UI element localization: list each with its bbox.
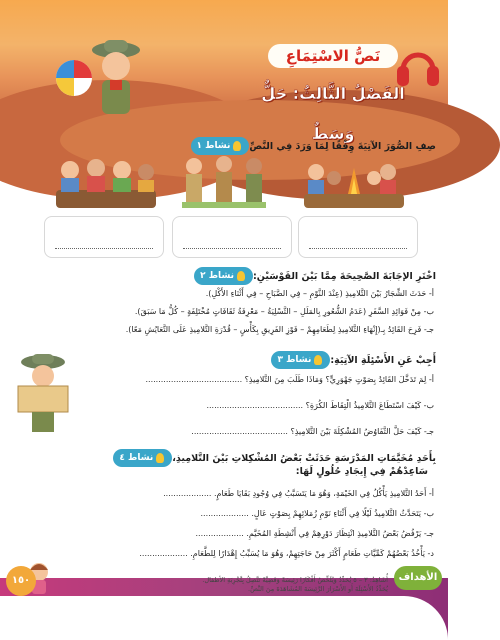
activity-2-title: اخْتَرِ الإجَابَةَ الصَّحِيحَةَ مِمَّا بَيْنَ القَوْسَيْنِ: bbox=[252, 270, 436, 282]
answer-box-1[interactable] bbox=[44, 216, 164, 258]
activity-4-item-c[interactable]: جـ- يَرْفُضُ بَعْضُ التَّلامِيذِ انْتِظَارَ دَوْرِهِمْ فِي أَنْشِطَةِ المُخَيَّمِ. ................... bbox=[195, 529, 434, 538]
activity-3-badge: نشاط ٣ bbox=[271, 351, 330, 369]
scout-boy-illustration bbox=[86, 36, 146, 128]
dotted-line bbox=[309, 248, 407, 249]
activity-4-title: بِأَحَدِ مُخَيَّمَاتِ المَدْرَسَةِ حَدَثَتْ بَعْضُ المُشْكِلاتِ بَيْنَ التَّلامِيذِ، bbox=[172, 452, 436, 464]
chapter-title: الفَصْلُ الثَّالِثُ: حَلٌّ وَسَطٌ bbox=[261, 84, 405, 143]
bulb-icon bbox=[233, 141, 241, 151]
activity-4-badge: نشاط ٤ bbox=[113, 449, 172, 467]
activity-4-item-b[interactable]: ب- يَتَحَدَّثُ التَّلامِيذُ لَيْلًا فِي أَثْنَاءِ نَوْمِ زُمَلائِهِمْ بِصَوْتٍ عَالٍ. ................... bbox=[200, 509, 434, 518]
note-line-1: أُشَاهِدُ: ٣ – ٥ يُحَدِّدُ وَيُلَخِّصُ أَفْكَارًا رَئِيسَةً وَقَضِيَّةً تَتَّصِلُ بِتَّجْرِبَةِ الأطفال. bbox=[202, 576, 388, 584]
answer-box-3[interactable] bbox=[298, 216, 418, 258]
activity-3-question-b[interactable]: ب- كَيْفَ اسْتَطَاعَ التَّلامِيذُ الْتِقَاطَ الكُرَةِ؟ ...................................... bbox=[206, 401, 434, 410]
activity-2-question-b[interactable]: ب- مِنْ فَوَائِدِ السَّفَرِ (عَدَمُ الشُّعُورِ بِالمَلَلِ – التَّسْلِيَةُ – مَعْرِفَةُ ثَقَافَاتٍ مُخْتَلِفَةٍ – كُلُّ مَا سَبَقَ). bbox=[134, 307, 434, 316]
activity-4-title-line2: سَاعِدْهُمْ فِي إِيجَادِ حُلُولٍ لَهَا: bbox=[295, 466, 428, 477]
scout-boy-with-map-illustration bbox=[14, 350, 72, 436]
campfire-picture bbox=[294, 148, 412, 214]
activity-4-header bbox=[113, 448, 442, 468]
activity-1-title: صِفِ الصُّوَرَ الآتِيَةَ وِفْقًا لِمَا وَرَدَ فِي النَّصِّ bbox=[249, 140, 436, 152]
activity-3-header bbox=[271, 350, 442, 370]
activity-2-badge: نشاط ٢ bbox=[194, 267, 253, 285]
learning-outcomes-note bbox=[88, 576, 388, 594]
activity-3-title: أَجِبْ عَنِ الأَسْئِلَةِ الآتِيَةِ: bbox=[330, 354, 436, 366]
children-picnic-picture bbox=[46, 150, 166, 214]
activity-1-badge: نشاط ١ bbox=[191, 137, 250, 155]
bulb-icon bbox=[156, 453, 164, 463]
dotted-line bbox=[55, 248, 153, 249]
header-banner bbox=[0, 0, 448, 143]
activity-4-item-a[interactable]: أ- أَحَدُ التَّلامِيذِ يَأْكُلُ فِي الخَيْمَةِ، وَهُوَ مَا يَتَسَبَّبُ فِي وُجُودِ بَقَايَا طَعَامٍ. ................... bbox=[163, 489, 434, 498]
title-block bbox=[238, 44, 428, 143]
note-line-2: يُحَدِّدُ الأَسْئِلَةَ أَو الأَسْرَارَ الرَّئِيسَةَ المُشَاهَدَةَ مِنَ النَّصِّ. bbox=[248, 585, 388, 593]
bulb-icon bbox=[237, 271, 245, 281]
footer-panel bbox=[0, 596, 448, 640]
lesson-title: نَصُّ الاسْتِمَاعِ bbox=[268, 44, 398, 68]
scouts-standing-picture bbox=[176, 150, 272, 220]
dotted-line bbox=[183, 248, 281, 249]
activity-3-question-c[interactable]: جـ- كَيْفَ حَلَّ التَّفَاوُضُ المُشْكِلَةَ بَيْنَ التَّلامِيذِ؟ ...................................... bbox=[191, 427, 434, 436]
activity-2-header bbox=[194, 266, 442, 286]
answer-box-2[interactable] bbox=[172, 216, 292, 258]
activity-3-question-a[interactable]: أ- لِمَ تَدَخَّلَ القَائِدُ بِصَوْتٍ جَهْوَرِيٍّ؟ وَمَاذَا طَلَبَ مِنَ التَّلامِيذِ؟ ...................................... bbox=[145, 375, 434, 384]
page-number: ١٥٠ bbox=[6, 566, 36, 596]
activity-4-item-d[interactable]: د- يَأْخُذُ بَعْضُهُمْ كَمِّيَّاتِ طَعَامٍ أَكْثَرَ مِنْ حَاجَتِهِمْ، وَهُوَ مَا يُسَبِّبُ إِهْدَارًا لِلطَّعَامِ. ................... bbox=[139, 549, 434, 558]
activity-2-question-a[interactable]: أ- حَدَثَ الشِّجَارُ بَيْنَ التَّلامِيذِ (عِنْدَ النَّوْمِ – فِي الصَّبَاحِ – فِي أَثْنَاءِ الأَكْلِ). bbox=[205, 289, 434, 298]
bulb-icon bbox=[314, 355, 322, 365]
activity-2-question-c[interactable]: جـ- فَرِحَ القَائِدُ بِـ(إِنْهَاءِ التَّلامِيذِ لِطَعَامِهِمْ – فَوْزِ الفَرِيقِ بِكَأْسٍ – قُدْرَةِ التَّلامِيذِ عَلَى التَّعَايُشِ مَعًا). bbox=[125, 325, 434, 334]
goals-badge: الأهداف bbox=[394, 566, 442, 590]
